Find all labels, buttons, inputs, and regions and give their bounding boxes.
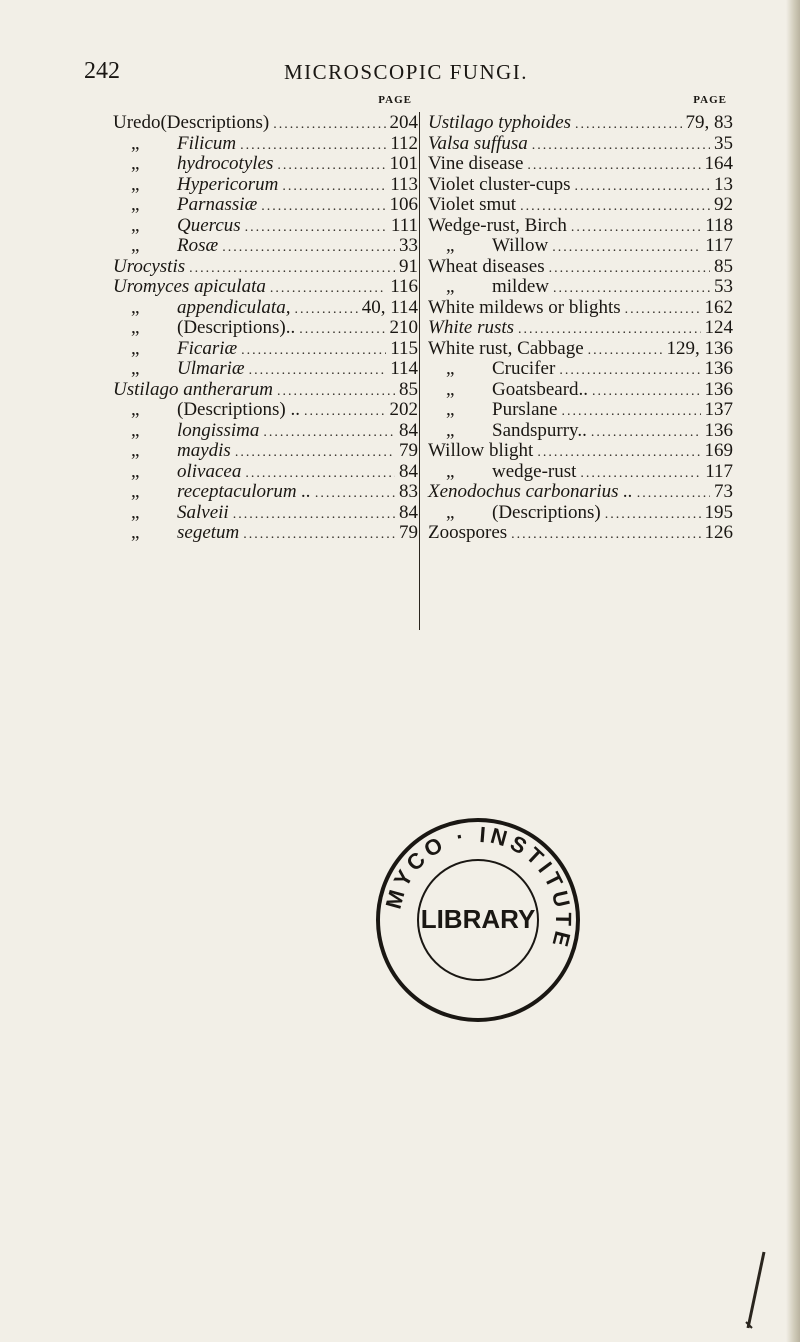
entry-name: appendiculata,: [177, 296, 291, 318]
index-entry: [428, 276, 733, 297]
entry-name: Hypericorum: [177, 173, 279, 195]
entry-page: 85: [714, 255, 733, 277]
entry-page: 92: [714, 194, 733, 215]
entry-name: maydis: [177, 440, 231, 461]
entry-page: 117: [705, 460, 733, 482]
entry-page: 91: [399, 255, 418, 277]
index-entry: [113, 153, 418, 174]
index-entry: [113, 379, 418, 400]
index-entry: [113, 297, 418, 318]
index-entry: [113, 112, 418, 133]
index-entry: [113, 358, 418, 379]
entry-page: 117: [705, 235, 733, 256]
entry-prefix: „: [131, 419, 140, 441]
leader-dots: [273, 117, 385, 133]
entry-page: 35: [714, 132, 733, 154]
entry-page: 40, 114: [361, 296, 418, 318]
entry-page: 202: [389, 399, 418, 420]
stamp-ring-text: MYCO · INSTITUTE: [380, 821, 577, 953]
entry-prefix: „: [131, 440, 140, 461]
index-entry: [113, 317, 418, 338]
entry-page: 84: [399, 501, 418, 523]
leader-dots: [580, 466, 701, 482]
index-entry: [113, 481, 418, 502]
index-entry: [113, 174, 418, 195]
index-entry: [113, 338, 418, 359]
index-entry: [428, 399, 733, 420]
page-column-heading: PAGE: [693, 94, 727, 106]
entry-name: olivacea: [177, 460, 242, 482]
entry-page: 13: [714, 173, 733, 195]
entry-page: 85: [399, 378, 418, 400]
entry-name: Uromyces apiculata: [113, 276, 266, 297]
index-entry: [428, 338, 733, 359]
leader-dots: [245, 220, 387, 236]
leader-dots: [249, 363, 387, 379]
entry-prefix: „: [446, 378, 455, 400]
margin-ink-mark: [740, 1250, 770, 1330]
index-entry: [428, 174, 733, 195]
entry-prefix: „: [131, 481, 140, 502]
entry-name: Valsa suffusa: [428, 132, 528, 154]
entry-page: 195: [704, 501, 733, 523]
index-entry: [428, 194, 733, 215]
leader-dots: [261, 199, 385, 215]
index-entries-right: [428, 112, 733, 543]
stamp-center-text: LIBRARY: [420, 904, 536, 934]
entry-name: Rosæ: [177, 235, 219, 256]
entry-prefix: „: [446, 460, 455, 482]
entry-name: Vine disease: [428, 153, 524, 174]
index-entry: [428, 235, 733, 256]
entry-name: Salveii: [177, 501, 229, 523]
leader-dots: [532, 138, 710, 154]
index-entry: [113, 133, 418, 154]
index-entry: [428, 522, 733, 543]
entry-prefix: „: [446, 276, 455, 297]
leader-dots: [559, 363, 700, 379]
entry-name: mildew: [492, 276, 549, 297]
entry-name: Goatsbeard..: [492, 378, 589, 400]
leader-dots: [553, 281, 710, 297]
index-entries-left: [113, 112, 418, 543]
index-entry: [428, 440, 733, 461]
entry-prefix: „: [131, 358, 140, 379]
index-entry: [113, 522, 418, 543]
index-entry: [428, 461, 733, 482]
index-entry: [428, 153, 733, 174]
leader-dots: [592, 384, 700, 400]
index-entry: [428, 215, 733, 236]
entry-page: 84: [399, 460, 418, 482]
leader-dots: [588, 343, 663, 359]
entry-name: Filicum: [177, 132, 237, 154]
entry-prefix: „: [131, 317, 140, 338]
entry-prefix: „: [131, 173, 140, 195]
page-column-heading: PAGE: [378, 94, 412, 106]
index-entry: [113, 276, 418, 297]
entry-name: (Descriptions) ..: [177, 399, 300, 420]
entry-prefix: „: [131, 460, 140, 482]
index-entry: [113, 215, 418, 236]
entry-name: White rust, Cabbage: [428, 337, 584, 359]
page-number: 242: [84, 58, 120, 84]
entry-page: 136: [704, 419, 733, 441]
entry-page: 137: [704, 399, 733, 420]
entry-page: 204: [389, 112, 418, 133]
leader-dots: [527, 158, 700, 174]
entry-name: Ulmariæ: [177, 358, 245, 379]
entry-name: Ustilago typhoides: [428, 112, 572, 133]
leader-dots: [299, 322, 385, 338]
entry-prefix: „: [131, 522, 140, 543]
entry-name: (Descriptions): [492, 501, 601, 523]
entry-page: 112: [390, 132, 418, 154]
entry-name: segetum: [177, 522, 240, 543]
leader-dots: [520, 199, 710, 215]
index-entry: [113, 420, 418, 441]
entry-page: 162: [704, 296, 733, 318]
leader-dots: [315, 486, 395, 502]
entry-page: 126: [704, 522, 733, 543]
entry-page: 53: [714, 276, 733, 297]
entry-name: Wedge-rust, Birch: [428, 214, 567, 236]
library-stamp-icon: [368, 810, 588, 1030]
index-entry: [113, 235, 418, 256]
entry-name: Quercus: [177, 214, 241, 236]
leader-dots: [571, 220, 701, 236]
index-entry: [428, 358, 733, 379]
entry-page: 101: [389, 153, 418, 174]
entry-prefix: „: [446, 419, 455, 441]
entry-prefix: „: [131, 194, 140, 215]
entry-name: Urocystis: [113, 255, 186, 277]
leader-dots: [240, 138, 386, 154]
index-entry: [113, 194, 418, 215]
leader-dots: [189, 261, 395, 277]
entry-page: 118: [705, 214, 733, 236]
entry-page: 84: [399, 419, 418, 441]
entry-name: Zoospores: [428, 522, 508, 543]
entry-name: longissima: [177, 419, 260, 441]
entry-page: 136: [704, 358, 733, 379]
leader-dots: [222, 240, 395, 256]
index-entry: [113, 461, 418, 482]
entry-name: Ustilago antherarum: [113, 378, 273, 400]
entry-prefix: „: [131, 153, 140, 174]
entry-page: 79: [399, 522, 418, 543]
index-entry: [428, 502, 733, 523]
entry-prefix: Uredo: [113, 112, 161, 133]
entry-prefix: „: [131, 132, 140, 154]
entry-name: Xenodochus carbonarius ..: [428, 481, 633, 502]
leader-dots: [277, 158, 385, 174]
entry-prefix: „: [131, 235, 140, 256]
index-entry: [428, 112, 733, 133]
leader-dots: [549, 261, 710, 277]
entry-page: 79, 83: [685, 112, 733, 133]
entry-name: Willow blight: [428, 440, 534, 461]
index-entry: [113, 256, 418, 277]
leader-dots: [575, 179, 710, 195]
entry-name: Violet cluster-cups: [428, 173, 571, 195]
leader-dots: [241, 343, 386, 359]
entry-name: Willow: [492, 235, 549, 256]
entry-prefix: „: [131, 399, 140, 420]
entry-page: 164: [704, 153, 733, 174]
leader-dots: [233, 507, 395, 523]
leader-dots: [591, 425, 701, 441]
entry-name: Sandspurry..: [492, 419, 587, 441]
index-entry: [428, 297, 733, 318]
leader-dots: [537, 445, 700, 461]
entry-prefix: „: [446, 399, 455, 420]
entry-page: 210: [389, 317, 418, 338]
leader-dots: [575, 117, 681, 133]
leader-dots: [235, 445, 395, 461]
leader-dots: [304, 404, 386, 420]
leader-dots: [282, 179, 386, 195]
leader-dots: [243, 527, 395, 543]
entry-prefix: „: [131, 214, 140, 236]
leader-dots: [518, 322, 700, 338]
entry-page: 83: [399, 481, 418, 502]
leader-dots: [561, 404, 700, 420]
leader-dots: [263, 425, 395, 441]
entry-page: 79: [399, 440, 418, 461]
entry-page: 124: [704, 317, 733, 338]
entry-page: 73: [714, 481, 733, 502]
index-entry: [113, 399, 418, 420]
entry-name: White rusts: [428, 317, 515, 338]
entry-name: Crucifer: [492, 358, 556, 379]
index-entry: [428, 420, 733, 441]
leader-dots: [277, 384, 395, 400]
entry-page: 116: [390, 276, 418, 297]
leader-dots: [552, 240, 701, 256]
index-column-right: [428, 94, 733, 543]
entry-page: 33: [399, 235, 418, 256]
entry-prefix: „: [131, 337, 140, 359]
entry-prefix: „: [446, 235, 455, 256]
entry-page: 129, 136: [666, 337, 733, 359]
index-entry: [113, 502, 418, 523]
entry-name: (Descriptions)..: [177, 317, 296, 338]
leader-dots: [637, 486, 710, 502]
entry-page: 114: [390, 358, 418, 379]
column-divider: [419, 112, 420, 630]
index-entry: [428, 481, 733, 502]
entry-name: hydrocotyles: [177, 153, 274, 174]
entry-name: Wheat diseases: [428, 255, 545, 277]
entry-prefix: „: [131, 501, 140, 523]
entry-page: 115: [390, 337, 418, 359]
entry-name: (Descriptions): [160, 112, 270, 133]
page-edge-shadow: [786, 0, 800, 1342]
entry-prefix: „: [446, 358, 455, 379]
entry-page: 111: [390, 214, 418, 236]
leader-dots: [511, 527, 700, 543]
index-entry: [428, 379, 733, 400]
entry-name: receptaculorum ..: [177, 481, 311, 502]
index-entry: [428, 317, 733, 338]
entry-prefix: „: [131, 296, 140, 318]
entry-name: White mildews or blights: [428, 296, 621, 318]
leader-dots: [245, 466, 395, 482]
index-entry: [113, 440, 418, 461]
entry-page: 113: [390, 173, 418, 195]
entry-name: Purslane: [492, 399, 558, 420]
index-entry: [428, 256, 733, 277]
leader-dots: [270, 281, 386, 297]
running-title: MICROSCOPIC FUNGI.: [284, 60, 529, 84]
leader-dots: [625, 302, 701, 318]
entry-name: wedge-rust: [492, 460, 577, 482]
entry-page: 106: [389, 194, 418, 215]
index-entry: [428, 133, 733, 154]
leader-dots: [605, 507, 701, 523]
entry-name: Parnassiæ: [177, 194, 258, 215]
page-header: [84, 58, 704, 88]
entry-page: 136: [704, 378, 733, 400]
leader-dots: [294, 302, 357, 318]
entry-page: 169: [704, 440, 733, 461]
entry-name: Ficariæ: [177, 337, 238, 359]
index-column-left: [113, 94, 418, 543]
entry-name: Violet smut: [428, 194, 517, 215]
entry-prefix: „: [446, 501, 455, 523]
